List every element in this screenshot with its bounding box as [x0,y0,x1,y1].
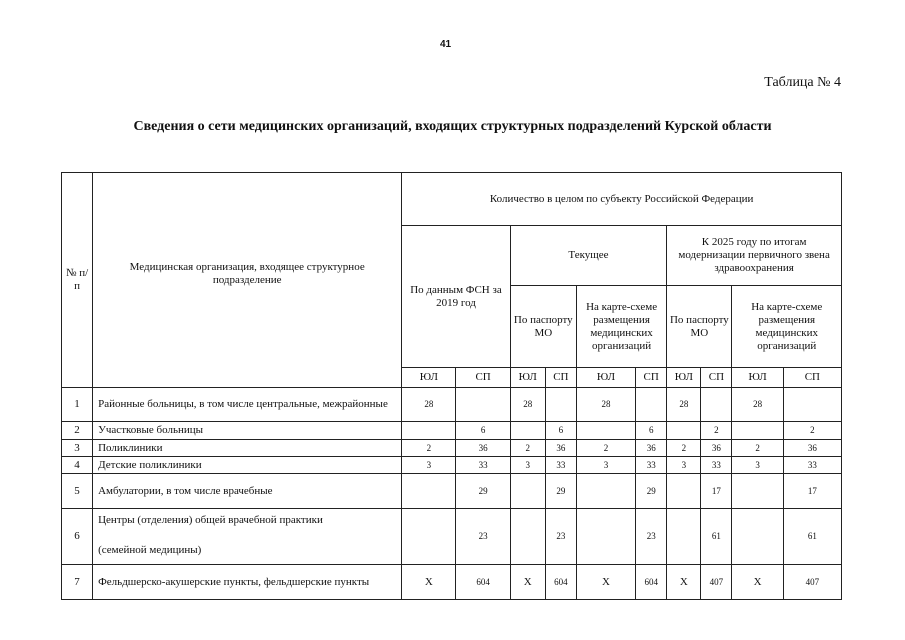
cell: 604 [636,565,667,600]
row-number: 1 [62,388,93,422]
header-yul: ЮЛ [402,368,456,388]
cell: 6 [545,422,576,440]
cell: 28 [576,388,635,422]
cell: 29 [545,474,576,509]
cell: X [576,565,635,600]
cell: 2 [701,422,732,440]
cell: 3 [732,457,783,474]
header-sp: СП [783,368,841,388]
table-label: Таблица № 4 [764,75,841,90]
row-name-line: (семейной медицины) [98,544,202,556]
table-row [62,509,842,565]
cell: 3 [576,457,635,474]
cell: 23 [545,509,576,565]
cell: 28 [667,388,701,422]
cell: 2 [667,440,701,457]
cell [701,388,732,422]
cell: 61 [783,509,841,565]
cell: 36 [701,440,732,457]
cell: 2 [510,440,545,457]
header-row-1 [62,173,842,226]
cell: 3 [667,457,701,474]
cell [510,422,545,440]
document-title: Сведения о сети медицинских организаций, входящих структурных подразделений Курской области [133,119,772,134]
row-name: Фельдшерско-акушерские пункты, фельдшерские пункты [93,565,402,600]
row-number: 4 [62,457,93,474]
medical-network-table [61,172,842,600]
cell: X [402,565,456,600]
cell [402,474,456,509]
cell [732,422,783,440]
cell: 36 [636,440,667,457]
cell: 36 [456,440,510,457]
cell [783,388,841,422]
row-name: Поликлиники [93,440,402,457]
header-current: Текущее [510,226,667,286]
header-num: № п/п [62,173,93,388]
cell [510,509,545,565]
cell: 33 [636,457,667,474]
cell [667,474,701,509]
header-fsn: По данным ФСН за 2019 год [402,226,510,368]
row-number: 3 [62,440,93,457]
page-number: 41 [440,39,452,50]
row-number: 5 [62,474,93,509]
cell [510,474,545,509]
cell: 33 [456,457,510,474]
cell [732,474,783,509]
cell: 6 [636,422,667,440]
row-number: 2 [62,422,93,440]
table-row [62,457,842,474]
row-name-line: Центры (отделения) общей врачебной практики [98,514,323,526]
header-yul: ЮЛ [732,368,783,388]
header-sp: СП [636,368,667,388]
cell: 33 [545,457,576,474]
cell: 17 [783,474,841,509]
cell: 28 [510,388,545,422]
table-row [62,474,842,509]
row-number: 6 [62,509,93,565]
cell: 2 [402,440,456,457]
cell [402,422,456,440]
row-name: Участковые больницы [93,422,402,440]
cell: X [732,565,783,600]
cell [667,422,701,440]
cell: 3 [402,457,456,474]
header-sp: СП [456,368,510,388]
header-target: К 2025 году по итогам модернизации первичного звена здравоохранения [667,226,842,286]
cell: 36 [783,440,841,457]
row-name [93,509,402,565]
cell [667,509,701,565]
cell: 17 [701,474,732,509]
header-map-current: На карте-схеме размещения медицинских организаций [576,286,666,368]
header-passport-target: По паспорту МО [667,286,732,368]
cell: 23 [636,509,667,565]
header-sp: СП [545,368,576,388]
cell: 2 [576,440,635,457]
row-name: Детские поликлиники [93,457,402,474]
cell [576,474,635,509]
cell: 604 [545,565,576,600]
cell: 3 [510,457,545,474]
cell [545,388,576,422]
cell [732,509,783,565]
table-row [62,565,842,600]
cell [456,388,510,422]
header-yul: ЮЛ [667,368,701,388]
cell: 407 [701,565,732,600]
header-org: Медицинская организация, входящее структурное подразделение [93,173,402,388]
cell: 6 [456,422,510,440]
cell: 36 [545,440,576,457]
cell: 2 [783,422,841,440]
cell: 29 [636,474,667,509]
cell: 28 [402,388,456,422]
row-number: 7 [62,565,93,600]
cell: 61 [701,509,732,565]
row-name: Районные больницы, в том числе центральные, межрайонные [93,388,402,422]
header-yul: ЮЛ [510,368,545,388]
cell [402,509,456,565]
header-sp: СП [701,368,732,388]
cell: 33 [701,457,732,474]
cell: 604 [456,565,510,600]
cell: 28 [732,388,783,422]
cell: X [667,565,701,600]
table-row [62,422,842,440]
cell: 407 [783,565,841,600]
header-yul: ЮЛ [576,368,635,388]
row-name: Амбулатории, в том числе врачебные [93,474,402,509]
header-total: Количество в целом по субъекту Российской Федерации [402,173,842,226]
cell: 2 [732,440,783,457]
cell: X [510,565,545,600]
cell [636,388,667,422]
cell: 29 [456,474,510,509]
cell: 23 [456,509,510,565]
table-row [62,388,842,422]
cell [576,422,635,440]
cell: 33 [783,457,841,474]
cell [576,509,635,565]
header-passport-current: По паспорту МО [510,286,576,368]
header-map-target: На карте-схеме размещения медицинских организаций [732,286,842,368]
table-row [62,440,842,457]
